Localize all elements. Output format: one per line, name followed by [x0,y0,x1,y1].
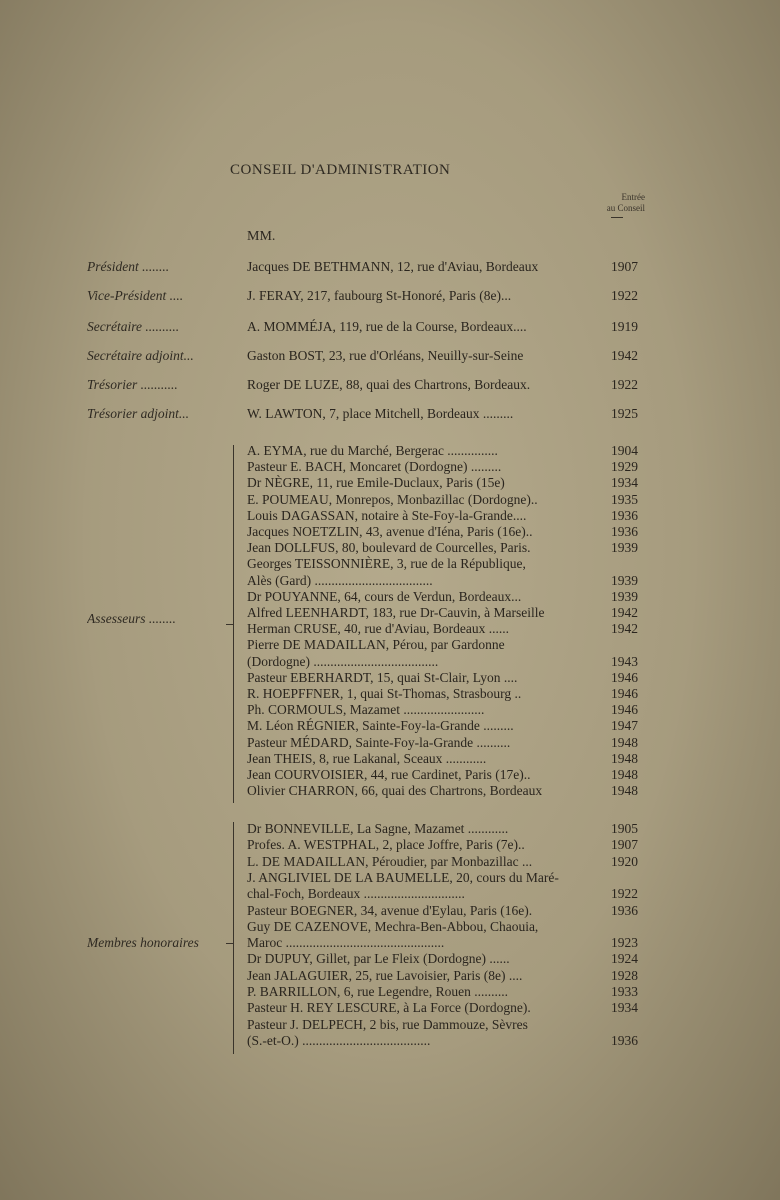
officer-name: J. FERAY, 217, faubourg St-Honoré, Paris (8e)... [247,288,512,303]
officer-role: Secrétaire adjoint... [87,348,194,363]
assesseurs-year: 1943 [611,653,638,669]
honoraires-entry: Guy DE CAZENOVE, Mechra-Ben-Abbou, Chaouia, [247,918,539,934]
assesseurs-entry: Dr POUYANNE, 64, cours de Verdun, Bordeaux... [247,588,522,604]
officer-year: 1922 [611,377,638,392]
assesseurs-entry: Louis DAGASSAN, notaire à Ste-Foy-la-Grande.... [247,507,527,523]
officer-name: W. LAWTON, 7, place Mitchell, Bordeaux ......... [247,406,514,421]
assesseurs-entry: Jean DOLLFUS, 80, boulevard de Courcelles, Paris. [247,540,531,556]
assesseurs-entry: Jacques NOETZLIN, 43, avenue d'Iéna, Paris (16e).. [247,524,533,539]
officer-year: 1925 [611,406,638,421]
honoraires-year: 1922 [611,886,638,902]
honoraires-entry: L. DE MADAILLAN, Péroudier, par Monbazillac ... [247,853,533,869]
honoraires-year: 1934 [611,1000,638,1016]
assesseurs-year: 1948 [611,783,638,799]
assesseurs-entry: Pasteur E. BACH, Moncaret (Dordogne) ......... [247,459,502,475]
assesseurs-entry: Alfred LEENHARDT, 183, rue Dr-Cauvin, à Marseille [247,605,545,620]
honoraires-entry: Dr BONNEVILLE, La Sagne, Mazamet ............ [247,821,509,836]
assesseurs-entry: Ph. CORMOULS, Mazamet ........................ [247,702,485,718]
honoraires-year: 1928 [611,967,638,983]
officer-name: Gaston BOST, 23, rue d'Orléans, Neuilly-sur-Seine [247,348,524,363]
assesseurs-year: 1934 [611,475,638,491]
honoraires-brace-tip [226,943,234,944]
honoraires-year: 1923 [611,935,638,951]
assesseurs-entry: Jean COURVOISIER, 44, rue Cardinet, Paris (17e).. [247,767,531,782]
honoraires-entry: Pasteur H. REY LESCURE, à La Force (Dordogne). [247,1000,531,1016]
honoraires-entry: Pasteur J. DELPECH, 2 bis, rue Dammouze, Sèvres [247,1016,528,1032]
assesseurs-brace [233,445,242,803]
honoraires-entry: Profes. A. WESTPHAL, 2, place Joffre, Paris (7e).. [247,837,525,853]
honoraires-brace [233,822,242,1054]
mm-label: MM. [247,229,276,244]
assesseurs-year: 1946 [611,702,638,718]
assesseurs-entry: Pierre DE MADAILLAN, Pérou, par Gardonne [247,637,505,653]
officer-role: Trésorier ........... [87,377,178,392]
entree-dash [611,217,623,218]
assesseurs-year: 1904 [611,443,638,458]
assesseurs-entry: Pasteur MÉDARD, Sainte-Foy-la-Grande .......... [247,734,511,750]
honoraires-entry: J. ANGLIVIEL DE LA BAUMELLE, 20, cours du Maré- [247,869,559,885]
honoraires-entry: Maroc ............................................... [247,935,445,951]
honoraires-year: 1905 [611,821,638,836]
officer-year: 1907 [611,259,638,274]
entree-header-line-1: Entrée [621,192,645,202]
officer-role: Président ........ [87,259,170,274]
assesseurs-year: 1936 [611,507,638,523]
assesseurs-brace-tip [226,624,234,625]
entree-header-line-2: au Conseil [606,203,645,213]
honoraires-entry: (S.-et-O.) ...................................... [247,1032,431,1048]
honoraires-year: 1907 [611,837,638,853]
assesseurs-entry: Dr NÈGRE, 11, rue Emile-Duclaux, Paris (15e) [247,475,505,491]
assesseurs-entry: M. Léon RÉGNIER, Sainte-Foy-la-Grande ......... [247,718,514,734]
assesseurs-entry: Olivier CHARRON, 66, quai des Chartrons, Bordeaux [247,783,543,799]
assesseurs-entry: Herman CRUSE, 40, rue d'Aviau, Bordeaux ...... [247,621,510,637]
assesseurs-year: 1948 [611,734,638,750]
assesseurs-year: 1948 [611,767,638,782]
assesseurs-year: 1942 [611,605,638,620]
officer-year: 1919 [611,319,638,334]
officer-role: Vice-Président .... [87,288,184,303]
assesseurs-year: 1935 [611,491,638,507]
assesseurs-year: 1936 [611,524,638,539]
officer-name: A. MOMMÉJA, 119, rue de la Course, Bordeaux.... [247,319,527,334]
page-title: CONSEIL D'ADMINISTRATION [230,162,451,178]
assesseurs-year: 1939 [611,540,638,556]
assesseurs-entry: Pasteur EBERHARDT, 15, quai St-Clair, Lyon .... [247,669,518,685]
entree-header [585,192,645,218]
assesseurs-entry: (Dordogne) ..................................... [247,653,439,669]
assesseurs-year: 1939 [611,588,638,604]
assesseurs-entry: E. POUMEAU, Monrepos, Monbazillac (Dordogne).. [247,491,538,507]
assesseurs-entry: Georges TEISSONNIÈRE, 3, rue de la République, [247,556,526,572]
officer-name: Roger DE LUZE, 88, quai des Chartrons, Bordeaux. [247,377,531,392]
honoraires-label: Membres honoraires [87,935,199,950]
honoraires-year: 1933 [611,984,638,999]
honoraires-year: 1920 [611,853,638,869]
honoraires-entry: Dr DUPUY, Gillet, par Le Fleix (Dordogne) ...... [247,951,510,967]
honoraires-entry: Pasteur BOEGNER, 34, avenue d'Eylau, Paris (16e). [247,902,533,918]
honoraires-entry: Jean JALAGUIER, 25, rue Lavoisier, Paris (8e) .... [247,967,523,983]
officer-name: Jacques DE BETHMANN, 12, rue d'Aviau, Bordeaux [247,259,539,274]
officer-year: 1942 [611,348,638,363]
assesseurs-year: 1939 [611,572,638,588]
honoraires-entry: P. BARRILLON, 6, rue Legendre, Rouen .......... [247,984,508,999]
assesseurs-year: 1946 [611,669,638,685]
assesseurs-year: 1929 [611,459,638,475]
honoraires-year: 1936 [611,1032,638,1048]
assesseurs-year: 1942 [611,621,638,637]
assesseurs-entry: Alès (Gard) ................................... [247,572,433,588]
assesseurs-entry: Jean THEIS, 8, rue Lakanal, Sceaux ............ [247,750,487,766]
assesseurs-entry: R. HOEPFFNER, 1, quai St-Thomas, Strasbourg .. [247,686,522,701]
assesseurs-entry: A. EYMA, rue du Marché, Bergerac ............... [247,443,498,458]
honoraires-entry: chal-Foch, Bordeaux .............................. [247,886,465,902]
honoraires-year: 1924 [611,951,638,967]
assesseurs-year: 1947 [611,718,638,734]
assesseurs-year: 1948 [611,750,638,766]
honoraires-year: 1936 [611,902,638,918]
assesseurs-year: 1946 [611,686,638,701]
assesseurs-label: Assesseurs ........ [87,611,176,626]
officer-role: Secrétaire .......... [87,319,180,334]
officer-role: Trésorier adjoint... [87,406,190,421]
officer-year: 1922 [611,288,638,303]
